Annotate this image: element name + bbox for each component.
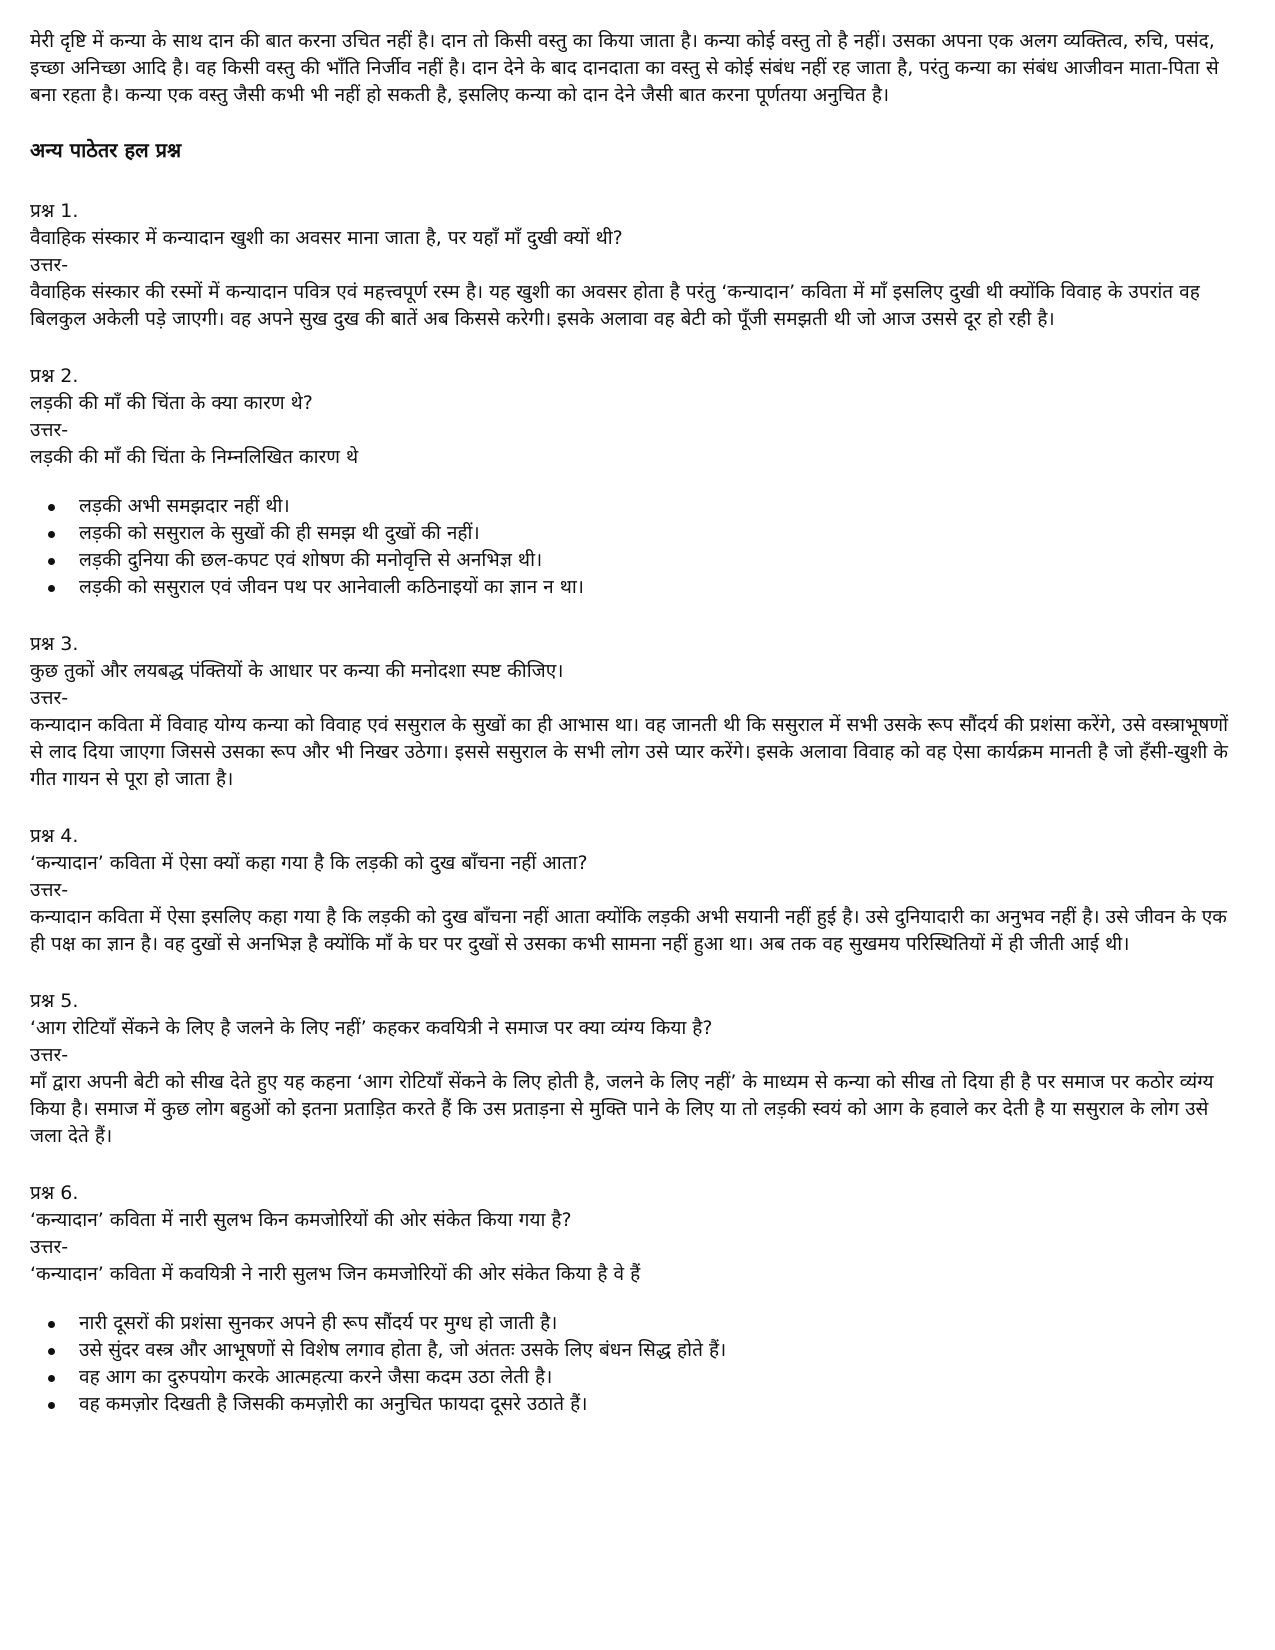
- question-text: ‘आग रोटियाँ सेंकने के लिए है जलने के लिए नहीं’ कहकर कवयित्री ने समाज पर क्या व्यंग्य किया है?: [30, 1017, 713, 1039]
- question-block-1: [30, 198, 1231, 333]
- bullet-icon: [48, 1321, 55, 1328]
- question-block-5: [30, 988, 1231, 1150]
- question-block-6: [30, 1180, 1231, 1418]
- bullet-icon: [48, 1375, 55, 1382]
- answer-label: उत्तर-: [30, 687, 69, 709]
- answer-label: उत्तर-: [30, 254, 69, 276]
- question-text: कुछ तुकों और लयबद्ध पंक्तियों के आधार पर कन्या की मनोदशा स्पष्ट कीजिए।: [30, 660, 564, 682]
- answer-text: कन्यादान कविता में ऐसा इसलिए कहा गया है कि लड़की को दुख बाँचना नहीं आता क्योंकि लड़की अभी सयानी नहीं हुई है। उसे दुनियादारी का अनुभव नहीं है। उसे जीवन के एक ही पक्ष का ज्ञान है। वह दुखों से अनभिज्ञ है क्योंकि माँ के घर पर दुखों से उसका कभी सामना नहीं हुआ था। अब तक वह सुखमय परिस्थितियों में ही जीती आई थी।: [30, 906, 1227, 955]
- answer-label: उत्तर-: [30, 419, 69, 441]
- list-item-text: लड़की को ससुराल एवं जीवन पथ पर आनेवाली कठिनाइयों का ज्ञान न था।: [79, 576, 585, 598]
- list-item: [79, 1337, 1231, 1364]
- answer-label: उत्तर-: [30, 1044, 69, 1066]
- bullet-icon: [48, 1348, 55, 1355]
- question-label: प्रश्न 3.: [30, 633, 79, 655]
- question-label: प्रश्न 2.: [30, 365, 79, 387]
- answer-label: उत्तर-: [30, 1236, 69, 1258]
- question-text: वैवाहिक संस्कार में कन्यादान खुशी का अवसर माना जाता है, पर यहाँ माँ दुखी क्यों थी?: [30, 227, 623, 249]
- question-text: लड़की की माँ की चिंता के क्या कारण थे?: [30, 392, 313, 414]
- answer-bullet-list: [30, 1310, 1231, 1418]
- bullet-icon: [48, 585, 55, 592]
- question-label: प्रश्न 5.: [30, 990, 79, 1012]
- list-item-text: लड़की दुनिया की छल-कपट एवं शोषण की मनोवृत्ति से अनभिज्ञ थी।: [79, 549, 543, 571]
- list-item: [79, 1391, 1231, 1418]
- question-text: ‘कन्यादान’ कविता में ऐसा क्यों कहा गया है कि लड़की को दुख बाँचना नहीं आता?: [30, 852, 588, 874]
- list-item-text: नारी दूसरों की प्रशंसा सुनकर अपने ही रूप सौंदर्य पर मुग्ध हो जाती है।: [79, 1312, 558, 1334]
- answer-label: उत्तर-: [30, 879, 69, 901]
- question-block-3: [30, 631, 1231, 793]
- question-block-2: [30, 363, 1231, 601]
- list-item: [79, 547, 1231, 574]
- list-item-text: लड़की को ससुराल के सुखों की ही समझ थी दुखों की नहीं।: [79, 522, 480, 544]
- question-block-4: [30, 823, 1231, 958]
- question-label: प्रश्न 1.: [30, 200, 79, 222]
- bullet-icon: [48, 558, 55, 565]
- list-item: [79, 520, 1231, 547]
- list-item: [79, 1364, 1231, 1391]
- answer-text: वैवाहिक संस्कार की रस्मों में कन्यादान पवित्र एवं महत्त्वपूर्ण रस्म है। यह खुशी का अवसर होता है परंतु ‘कन्यादान’ कविता में माँ इसलिए दुखी थी क्योंकि विवाह के उपरांत वह बिलकुल अकेली पड़े जाएगी। वह अपने सुख दुख की बातें अब किससे करेगी। इसके अलावा वह बेटी को पूँजी समझती थी जो आज उससे दूर हो रही है।: [30, 281, 1200, 330]
- bullet-icon: [48, 531, 55, 538]
- bullet-icon: [48, 504, 55, 511]
- bullet-icon: [48, 1402, 55, 1409]
- question-label: प्रश्न 6.: [30, 1182, 79, 1204]
- list-item: [79, 1310, 1231, 1337]
- answer-text: कन्यादान कविता में विवाह योग्य कन्या को विवाह एवं ससुराल के सुखों का ही आभास था। वह जानती थी कि ससुराल में सभी उसके रूप सौंदर्य की प्रशंसा करेंगे, उसे वस्त्राभूषणों से लाद दिया जाएगा जिससे उसका रूप और भी निखर उठेगा। इससे ससुराल के सभी लोग उसे प्यार करेंगे। इसके अलावा विवाह को वह ऐसा कार्यक्रम मानती है जो हँसी-खुशी के गीत गायन से पूरा हो जाता है।: [30, 714, 1228, 790]
- list-item: [79, 493, 1231, 520]
- answer-text: लड़की की माँ की चिंता के निम्नलिखित कारण थे: [30, 446, 359, 468]
- answer-text: ‘कन्यादान’ कविता में कवयित्री ने नारी सुलभ जिन कमजोरियों की ओर संकेत किया है वे हैं: [30, 1263, 641, 1285]
- list-item: [79, 574, 1231, 601]
- list-item-text: लड़की अभी समझदार नहीं थी।: [79, 495, 290, 517]
- section-heading: अन्य पाठेतर हल प्रश्न: [30, 138, 182, 162]
- intro-paragraph: मेरी दृष्टि में कन्या के साथ दान की बात करना उचित नहीं है। दान तो किसी वस्तु का किया जाता है। कन्या कोई वस्तु तो है नहीं। उसका अपना एक अलग व्यक्तित्व, रुचि, पसंद, इच्छा अनिच्छा आदि है। वह किसी वस्तु की भाँति निर्जीव नहीं है। दान देने के बाद दानदाता का वस्तु से कोई संबंध नहीं रह जाता है, परंतु कन्या का संबंध आजीवन माता-पिता से बना रहता है। कन्या एक वस्तु जैसी कभी भी नहीं हो सकती है, इसलिए कन्या को दान देने जैसी बात करना पूर्णतया अनुचित है।: [30, 30, 1219, 106]
- answer-bullet-list: [30, 493, 1231, 601]
- list-item-text: वह कमज़ोर दिखती है जिसकी कमज़ोरी का अनुचित फायदा दूसरे उठाते हैं।: [79, 1393, 588, 1415]
- question-text: ‘कन्यादान’ कविता में नारी सुलभ किन कमजोरियों की ओर संकेत किया गया है?: [30, 1209, 572, 1231]
- question-label: प्रश्न 4.: [30, 825, 79, 847]
- list-item-text: उसे सुंदर वस्त्र और आभूषणों से विशेष लगाव होता है, जो अंततः उसके लिए बंधन सिद्ध होते हैं।: [79, 1339, 727, 1361]
- answer-text: माँ द्वारा अपनी बेटी को सीख देते हुए यह कहना ‘आग रोटियाँ सेंकने के लिए होती है, जलने के लिए नहीं’ के माध्यम से कन्या को सीख तो दिया ही है पर समाज पर कठोर व्यंग्य किया है। समाज में कुछ लोग बहुओं को इतना प्रताड़ित करते हैं कि उस प्रताड़ना से मुक्ति पाने के लिए या तो लड़की स्वयं को आग के हवाले कर देती है या ससुराल के लोग उसे जला देते हैं।: [30, 1071, 1214, 1147]
- list-item-text: वह आग का दुरुपयोग करके आत्महत्या करने जैसा कदम उठा लेती है।: [79, 1366, 553, 1388]
